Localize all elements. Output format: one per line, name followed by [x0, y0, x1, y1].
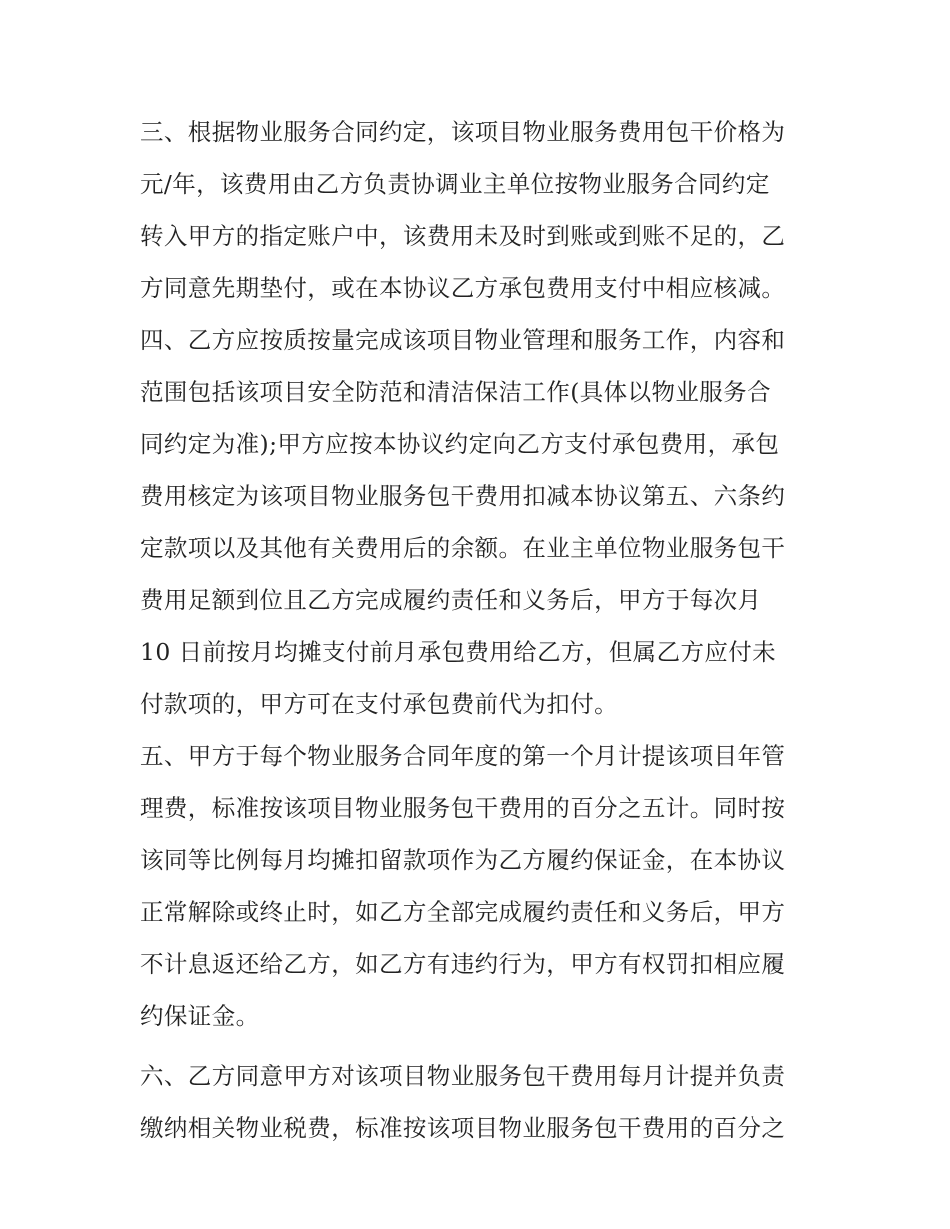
- text-line: 费用足额到位且乙方完成履约责任和义务后，甲方于每次月: [140, 586, 762, 614]
- text-line: 正常解除或终止时，如乙方全部完成履约责任和义务后，甲方: [140, 898, 786, 926]
- text-line: 三、根据物业服务合同约定，该项目物业服务费用包干价格为: [140, 118, 786, 146]
- text-line: 四、乙方应按质按量完成该项目物业管理和服务工作，内容和: [140, 326, 786, 354]
- text-line: 六、乙方同意甲方对该项目物业服务包干费用每月计提并负责: [140, 1062, 786, 1090]
- text-line: 元/年，该费用由乙方负责协调业主单位按物业服务合同约定: [140, 170, 770, 198]
- text-line: 缴纳相关物业税费，标准按该项目物业服务包干费用的百分之: [140, 1114, 786, 1142]
- text-line: 该同等比例每月均摊扣留款项作为乙方履约保证金，在本协议: [140, 846, 786, 874]
- text-line: 转入甲方的指定账户中，该费用未及时到账或到账不足的，乙: [140, 222, 786, 250]
- clause-6-paragraph: [140, 1050, 820, 1154]
- clause-3-paragraph: [140, 106, 820, 314]
- text-line: 范围包括该项目安全防范和清洁保洁工作(具体以物业服务合: [140, 378, 771, 406]
- text-line: 不计息返还给乙方，如乙方有违约行为，甲方有权罚扣相应履: [140, 950, 786, 978]
- text-line: 费用核定为该项目物业服务包干费用扣减本协议第五、六条约: [140, 482, 786, 510]
- document-body: [140, 106, 820, 1154]
- text-line: 理费，标准按该项目物业服务包干费用的百分之五计。同时按: [140, 794, 786, 822]
- clause-5-paragraph: [140, 730, 820, 1042]
- text-line: 同约定为准);甲方应按本协议约定向乙方支付承包费用，承包: [140, 430, 780, 458]
- text-line: 定款项以及其他有关费用后的余额。在业主单位物业服务包干: [140, 534, 786, 562]
- text-line: 10 日前按月均摊支付前月承包费用给乙方，但属乙方应付未: [140, 638, 777, 666]
- clause-4-paragraph: [140, 314, 820, 730]
- text-line: 约保证金。: [140, 1002, 260, 1030]
- text-line: 付款项的，甲方可在支付承包费前代为扣付。: [140, 690, 618, 718]
- text-line: 方同意先期垫付，或在本协议乙方承包费用支付中相应核减。: [140, 274, 786, 302]
- text-line: 五、甲方于每个物业服务合同年度的第一个月计提该项目年管: [140, 742, 786, 770]
- paragraph-gap: [140, 1042, 820, 1050]
